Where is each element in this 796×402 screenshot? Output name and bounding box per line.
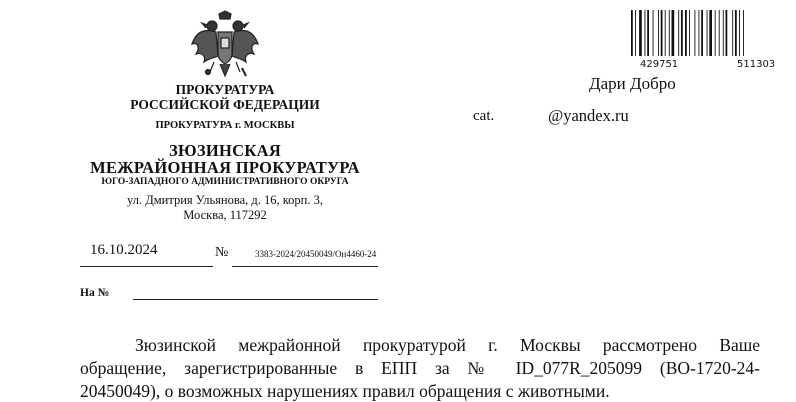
org-title-line-4: ЗЮЗИНСКАЯ <box>168 141 282 160</box>
barcode-digits-left: 429751 <box>640 59 679 70</box>
org-title-line-5: МЕЖРАЙОННАЯ ПРОКУРАТУРА <box>90 158 360 177</box>
date-underline <box>80 266 213 267</box>
body-line-1: Зюзинской межрайонной прокуратурой г. Москвы рассмотрено Ваше <box>135 335 760 355</box>
document-date: 16.10.2024 <box>90 242 158 258</box>
org-title-line-2: РОССИЙСКОЙ ФЕДЕРАЦИИ <box>130 97 320 112</box>
number-sign: № <box>215 245 229 260</box>
org-title-line-3: ПРОКУРАТУРА г. МОСКВЫ <box>155 120 295 131</box>
address-line-2: Москва, 117292 <box>183 208 267 222</box>
org-title-line-1: ПРОКУРАТУРА <box>175 82 275 97</box>
reference-underline <box>133 299 378 300</box>
body-line-2: обращение, зарегистрированные в ЕПП за № ID_077R_205099 (ВО-1720-24- <box>80 358 760 378</box>
document-number: 3383-2024/20450049/Он4460-24 <box>255 249 377 259</box>
number-underline <box>232 266 378 267</box>
barcode-icon <box>629 10 789 56</box>
address-line-1: ул. Дмитрия Ульянова, д. 16, корп. 3, <box>127 193 323 207</box>
recipient-email-prefix: cat. <box>473 108 495 124</box>
org-title-line-6: ЮГО-ЗАПАДНОГО АДМИНИСТРАТИВНОГО ОКРУГА <box>101 177 349 187</box>
double-headed-eagle-emblem-icon <box>190 10 260 82</box>
recipient-email-domain: @yandex.ru <box>548 106 629 125</box>
reference-label: На № <box>80 287 110 299</box>
body-line-3: 20450049), о возможных нарушениях правил обращения с животными. <box>80 381 610 401</box>
barcode-digits-right: 511303 <box>737 59 776 70</box>
recipient-name: Дари Добро <box>589 74 676 93</box>
